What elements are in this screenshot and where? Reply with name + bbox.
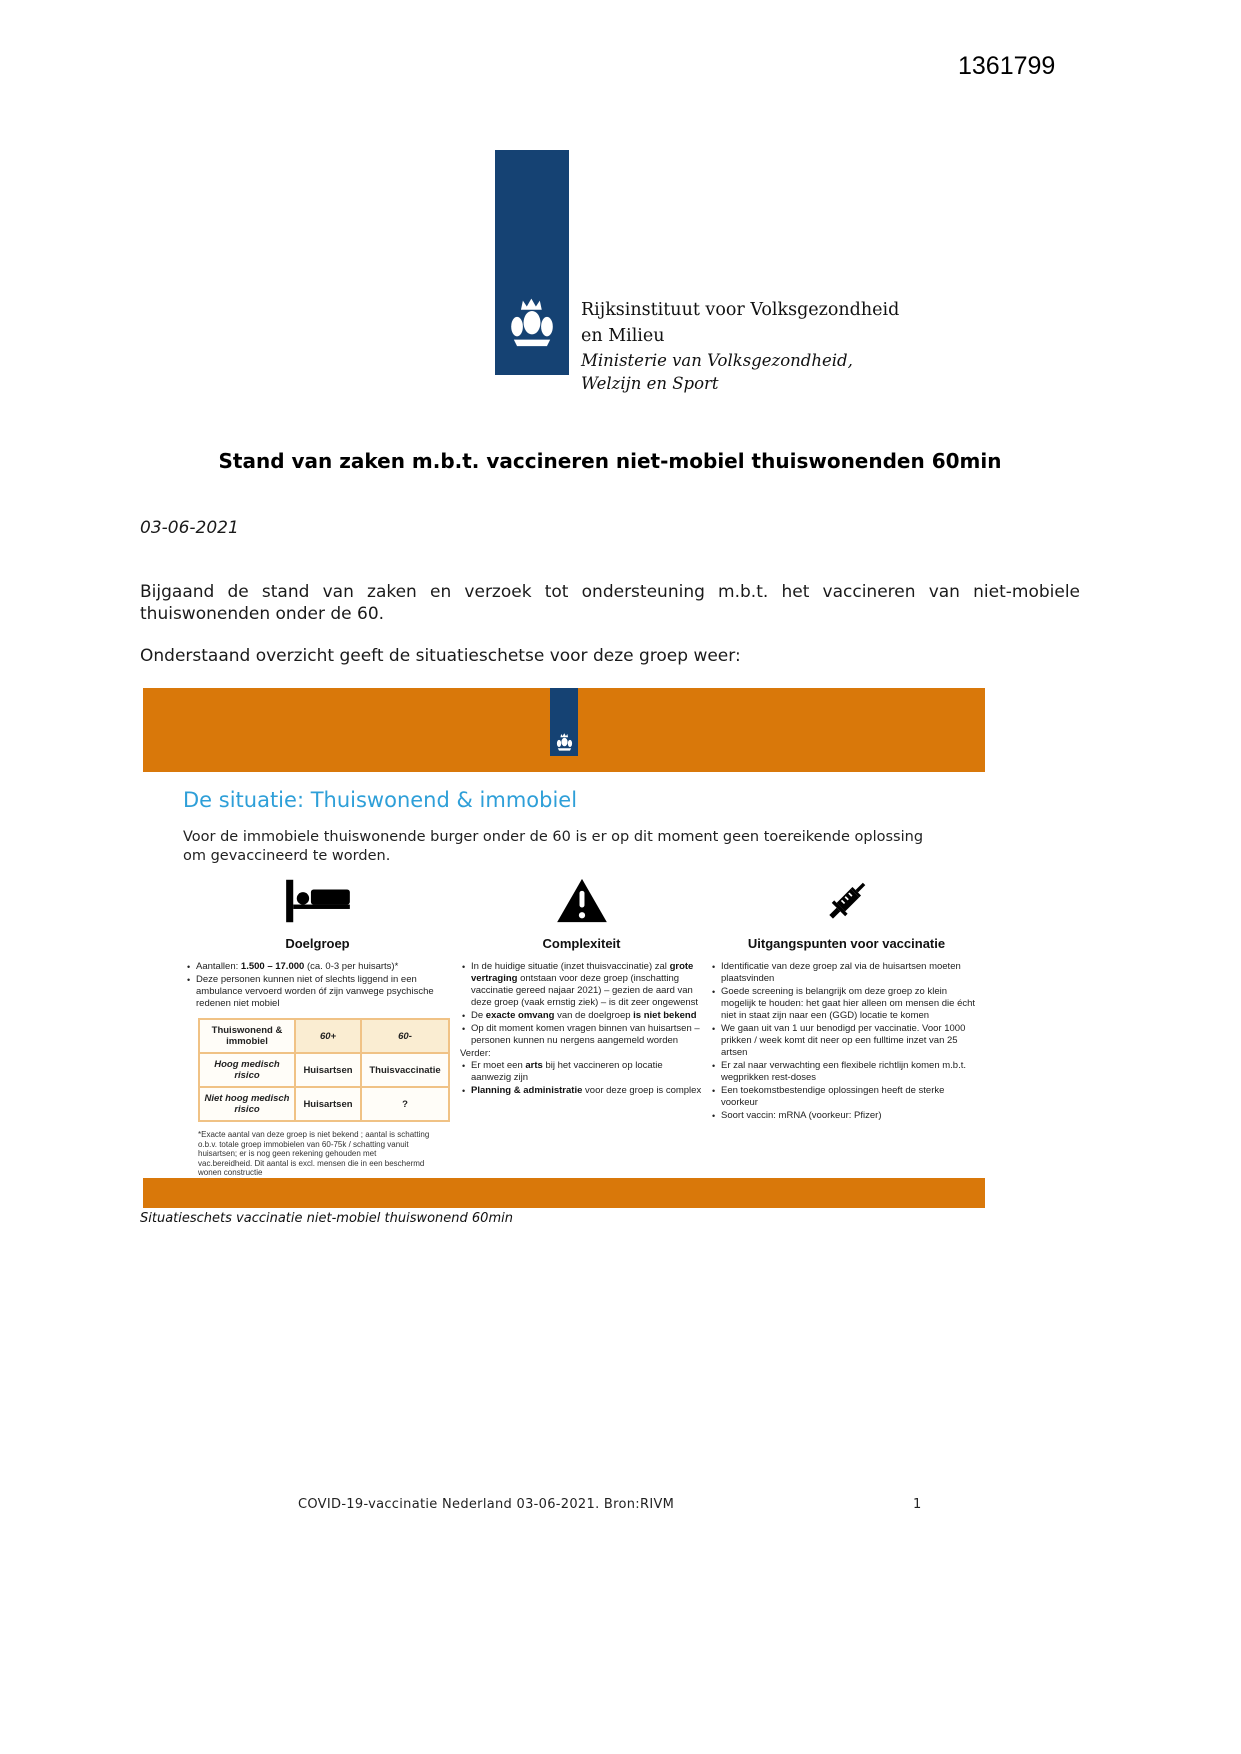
- org-name-line2: en Milieu: [581, 326, 665, 346]
- footer-source: COVID-19-vaccinatie Nederland 03-06-2021. Bron:RIVM: [298, 1497, 675, 1512]
- bullet-item: • Goede screening is belangrijk om deze groep zo klein mogelijk te houden: het gaat hier alleen om mensen die écht niet in staat zijn naar een (GGD) locatie te komen: [710, 986, 983, 1022]
- situatie-table: [198, 1018, 450, 1122]
- bullet-item: • Aantallen: 1.500 – 17.000 (ca. 0-3 per huisarts)*: [185, 961, 450, 973]
- bullet-item: • Planning & administratie voor deze groep is complex: [460, 1085, 703, 1097]
- coat-of-arms-icon: [506, 295, 558, 353]
- table-cell: Thuisvaccinatie: [361, 1053, 449, 1087]
- coat-of-arms-icon: [555, 732, 574, 753]
- table-cell: 60+: [295, 1019, 361, 1053]
- column-header-complexiteit: Complexiteit: [542, 936, 621, 951]
- paragraph-overview: Onderstaand overzicht geeft de situatieschetse voor deze groep weer:: [140, 646, 741, 666]
- complexiteit-bullets: [460, 961, 703, 1047]
- table-cell: ?: [361, 1087, 449, 1121]
- table-footnote: *Exacte aantal van deze groep is niet bekend ; aantal is schatting o.b.v. totale groep immobielen van 60-75k / schatting vanuit huisartsen; er is nog geen rekening gehouden met vac.bereidheid. Dit aantal is excl. mensen die in een beschermd wonen constructie: [198, 1130, 430, 1177]
- table-cell: 60-: [361, 1019, 449, 1053]
- ministry-line2: Welzijn en Sport: [581, 374, 719, 393]
- bullet-item: • Soort vaccin: mRNA (voorkeur: Pfizer): [710, 1110, 983, 1122]
- situation-slide: [143, 688, 985, 1208]
- syringe-icon: [710, 876, 983, 926]
- slide-intro: Voor de immobiele thuiswonende burger onder de 60 is er op dit moment geen toereikende oplossing om gevaccineerd te worden.: [183, 829, 924, 864]
- bullet-item: • In de huidige situatie (inzet thuisvaccinatie) zal grote vertraging ontstaan voor deze groep (inschatting vaccinatie gereed najaar 2021) – gezien de aard van deze groep (vaak ernstig ziek) – is dit zeer ongewenst: [460, 961, 703, 1009]
- bullet-item: • Op dit moment komen vragen binnen van huisartsen – personen kunnen nu nergens aangemeld worden: [460, 1023, 703, 1047]
- table-cell: Niet hoog medisch risico: [199, 1087, 295, 1121]
- document-title: Stand van zaken m.b.t. vaccineren niet-mobiel thuiswonenden 60min: [218, 449, 1002, 473]
- page-number: 1: [913, 1497, 922, 1512]
- slide-header-band: [143, 688, 985, 772]
- slide-title: De situatie: Thuiswonend & immobiel: [183, 788, 578, 812]
- slide-footer-band: [143, 1178, 985, 1208]
- bed-icon: [185, 876, 450, 926]
- slide-logo-ribbon: [550, 688, 578, 756]
- table-cell: Hoog medisch risico: [199, 1053, 295, 1087]
- bullet-item: • Identificatie van deze groep zal via de huisartsen moeten plaatsvinden: [710, 961, 983, 985]
- doelgroep-bullets: [185, 961, 450, 1010]
- uitgangspunten-bullets: [710, 961, 983, 1122]
- bullet-item: • Een toekomstbestendige oplossingen heeft de sterke voorkeur: [710, 1085, 983, 1109]
- complexiteit-subheading: Verder:: [460, 1048, 491, 1059]
- bullet-item: • De exacte omvang van de doelgroep is niet bekend: [460, 1010, 703, 1022]
- rivm-logo-text: [581, 297, 899, 395]
- org-name-line1: Rijksinstituut voor Volksgezondheid: [581, 300, 900, 320]
- column-complexiteit: [460, 876, 703, 1098]
- slide-caption: Situatieschets vaccinatie niet-mobiel thuiswonend 60min: [140, 1211, 513, 1226]
- bullet-item: • Er moet een arts bij het vaccineren op locatie aanwezig zijn: [460, 1060, 703, 1084]
- bullet-item: • We gaan uit van 1 uur benodigd per vaccinatie. Voor 1000 prikken / week komt dit neer op een fulltime inzet van 25 artsen: [710, 1023, 983, 1059]
- column-uitgangspunten: [710, 876, 983, 1123]
- rivm-logo-bar: [495, 150, 569, 375]
- bullet-item: • Deze personen kunnen niet of slechts liggend in een ambulance vervoerd worden óf zijn vanwege psychische redenen niet mobiel: [185, 974, 450, 1010]
- column-doelgroep: [185, 876, 450, 1178]
- table-cell: Huisartsen: [295, 1053, 361, 1087]
- table-cell: Thuiswonend & immobiel: [199, 1019, 295, 1053]
- table-cell: Huisartsen: [295, 1087, 361, 1121]
- document-number: 1361799: [958, 52, 1056, 80]
- document-date: 03-06-2021: [140, 518, 239, 538]
- column-header-doelgroep: Doelgroep: [285, 936, 350, 951]
- paragraph-intro: Bijgaand de stand van zaken en verzoek tot ondersteuning m.b.t. het vaccineren van niet-mobiele thuiswonenden onder de 60.: [140, 582, 1080, 624]
- complexiteit-bullets-2: [460, 1060, 703, 1097]
- column-header-uitgangspunten: Uitgangspunten voor vaccinatie: [747, 936, 946, 951]
- warning-icon: [460, 876, 703, 926]
- bullet-item: • Er zal naar verwachting een flexibele richtlijn komen m.b.t. wegprikken rest-doses: [710, 1060, 983, 1084]
- ministry-line1: Ministerie van Volksgezondheid,: [581, 351, 853, 370]
